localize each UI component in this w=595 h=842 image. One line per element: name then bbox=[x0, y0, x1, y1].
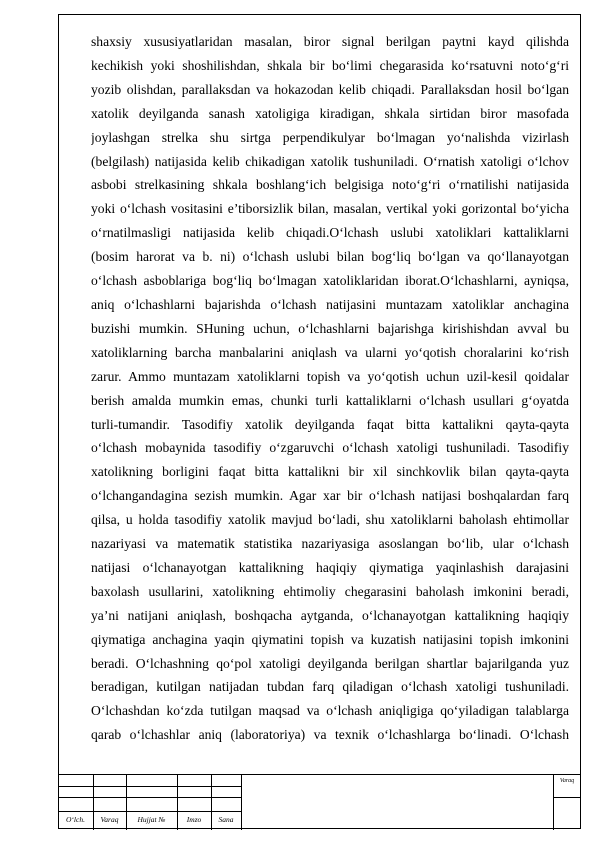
title-block bbox=[58, 774, 581, 829]
text-line: qilsa, u holda tasodifiy xatolik mavjud bo‘ladi, shu xatoliklarni baholash ehtimollar bbox=[91, 512, 569, 528]
stamp-row-line bbox=[58, 797, 241, 798]
text-line: baxolash usullarini, xatolikning ehtimoliy chegarasini baholash imkonini beradi, bbox=[91, 583, 569, 599]
text-line: o‘lchash mobaynida tasodifiy o‘zgaruvchi o‘lchash xatoligi tushuniladi. Tasodifiy bbox=[91, 440, 569, 456]
body-paragraph bbox=[91, 30, 569, 747]
text-line: o‘rnatilmasligi natijasida kelib chiqadi.O‘lchash uslubi xatoliklari kattaliklarni bbox=[91, 225, 569, 241]
text-line: zarur. Ammo muntazam xatoliklarni topish va yo‘qotish uchun uzil-kesil qoidalar bbox=[91, 368, 569, 384]
text-line: beradi. O‘lchashning qo‘pol xatoligi deyilganda berilgan shartlar bajarilganda yuz bbox=[91, 655, 569, 671]
text-line: natijasi o‘lchanayotgan kattalikning haqiqiy qiymatiga yaqinlashish darajasini bbox=[91, 559, 569, 575]
text-line: aniq o‘lchashlarni bajarishda o‘lchash natijasini muntazam xatoliklar anchagina bbox=[91, 296, 569, 312]
text-line: yoki o‘lchash vositasini e’tiborsizlik bilan, masalan, vertikal yoki gorizontal bo‘yicha bbox=[91, 201, 569, 217]
text-line: yozib olishdan, parallaksdan va hokazodan kelib chiqadi. Parallaksdan hosil bo‘lgan bbox=[91, 81, 569, 97]
text-line: ya’ni natijani aniqlash, boshqacha aytganda, o‘lchanayotgan kattalikning haqiqiy bbox=[91, 607, 569, 623]
text-line: berish amalda mumkin emas, chunki turli kattaliklarni o‘lchash usullari g‘oyatda bbox=[91, 392, 569, 408]
text-line: asbobi strelkasining shkala boshlang‘ich belgisiga noto‘g‘ri o‘rnatilishi natijasida bbox=[91, 177, 569, 193]
text-line: joylashgan strelka shu sirtga perpendikulyar bo‘lmagan yo‘nalishda vizirlash bbox=[91, 129, 569, 145]
text-line: qarab o‘lchashlar aniq (laboratoriya) va texnik o‘lchashlarga bo‘linadi. O‘lchash bbox=[91, 727, 569, 743]
stamp-row-line bbox=[58, 786, 241, 787]
text-line: buzishi mumkin. SHuning uchun, o‘lchashlarni bajarishga kirishishdan avval bu bbox=[91, 320, 569, 336]
text-line: qiymatiga anchagina yaqin qiymatini topish va kuzatish natijasini topish imkonini bbox=[91, 631, 569, 647]
sheet-label: Varaq bbox=[559, 778, 575, 784]
text-line: xatoliklarning barcha manbalarini aniqlash va ularni yo‘qotish choralarini ko‘rish bbox=[91, 344, 569, 360]
text-line: (bosim harorat va b. ni) o‘lchash uslubi bilan bog‘liq bo‘lgan va qo‘llanayotgan bbox=[91, 249, 569, 265]
text-line: kechikish yoki shoshilishdan, shkala bir bo‘limi chegarasida ko‘rsatuvni noto‘g‘ri bbox=[91, 57, 569, 73]
stamp-divider bbox=[241, 775, 242, 830]
stamp-label-olch: O‘lch. bbox=[66, 815, 85, 824]
text-line: beradigan, kutilgan natijadan tubdan farq qiladigan o‘lchash xatoligi tushuniladi. bbox=[91, 679, 569, 695]
stamp-label-sana: Sana bbox=[218, 815, 234, 824]
text-line: o‘lchash asboblariga bog‘liq bo‘lmagan xatoliklaridan iborat.O‘lchashlarni, ayniqsa, bbox=[91, 273, 569, 289]
stamp-label-hujjat: Hujjat № bbox=[137, 815, 166, 824]
text-line: (belgilash) natijasida kelib chikadigan xatolik tushuniladi. O‘rnatish xatoligi o‘lchov bbox=[91, 153, 569, 169]
text-line: turli-tumandir. Tasodifiy xatolik deyilganda faqat bitta kattalikni qayta-qayta bbox=[91, 416, 569, 432]
text-line: shaxsiy xususiyatlaridan masalan, biror signal berilgan paytni kayd qilishda bbox=[91, 34, 569, 49]
text-line: o‘lchangandagina sezish mumkin. Agar xar bir o‘lchash natijasi boshqalardan farq bbox=[91, 488, 569, 504]
text-line: xatolik deyilganda sanash xatoligiga kiradigan, shkala sirtidan biror masofada bbox=[91, 105, 569, 121]
text-line: nazariyasi va matematik statistika nazariyasiga asoslangan bo‘lib, ular o‘lchash bbox=[91, 536, 569, 552]
stamp-sheet-line bbox=[553, 797, 581, 798]
stamp-row-line bbox=[58, 811, 241, 812]
stamp-label-imzo: Imzo bbox=[186, 815, 202, 824]
stamp-label-varaq: Varaq bbox=[100, 815, 119, 824]
text-line: O‘lchashdan ko‘zda tutilgan maqsad va o‘lchash aniqligiga qo‘yiladigan talablarga bbox=[91, 703, 569, 719]
text-line: xatolikning borligini faqat bitta kattalikni bir xil sinchkovlik bilan qayta-qayta bbox=[91, 464, 569, 480]
